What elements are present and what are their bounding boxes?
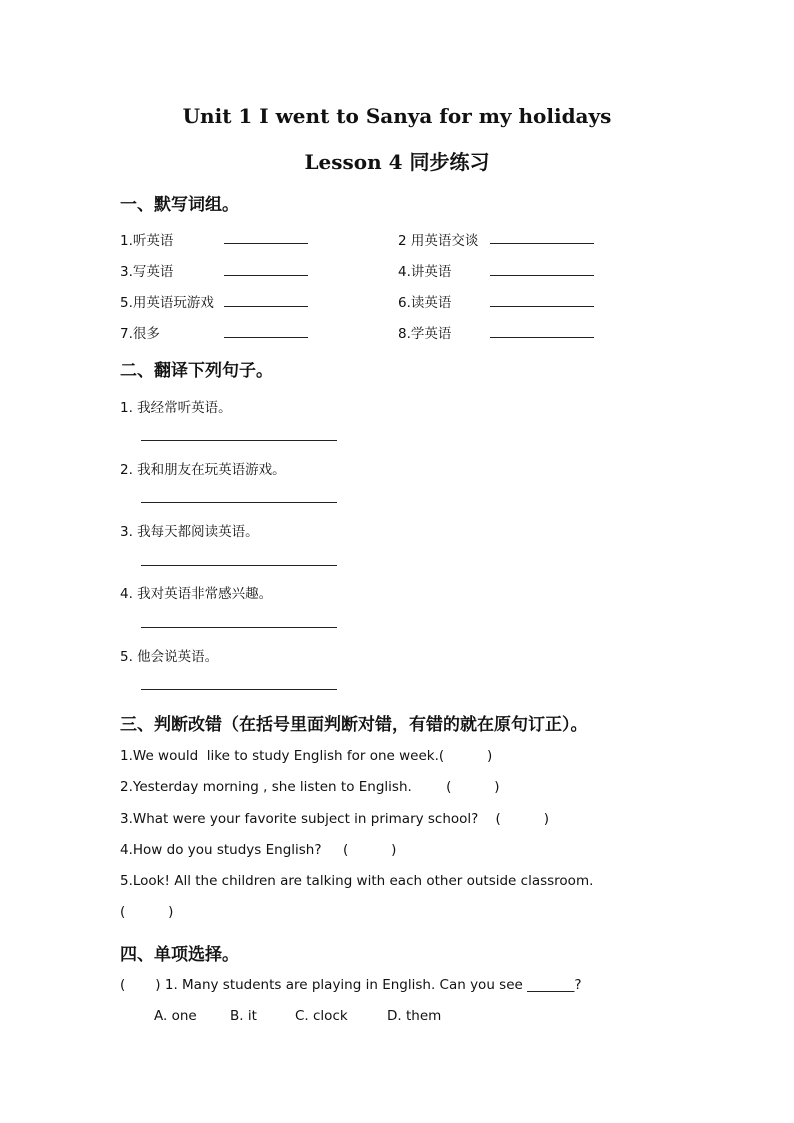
answer-blank-2[interactable] bbox=[490, 243, 594, 244]
option-c[interactable]: C. clock bbox=[295, 1008, 348, 1024]
choice-question-1: ( ) 1. Many students are playing in English. Can you see _______? bbox=[120, 977, 582, 993]
page-title: Unit 1 I went to Sanya for my holidays bbox=[182, 104, 612, 128]
judge-item-3: 3.What were your favorite subject in primary school? ( ) bbox=[120, 811, 549, 827]
answer-blank-3[interactable] bbox=[224, 275, 308, 276]
phrase-item-5: 5.用英语玩游戏 bbox=[120, 295, 214, 311]
translation-line-5[interactable] bbox=[141, 689, 337, 690]
judge-item-1: 1.We would like to study English for one week.( ) bbox=[120, 748, 493, 764]
phrase-item-6: 6.读英语 bbox=[398, 295, 452, 311]
option-d[interactable]: D. them bbox=[387, 1008, 442, 1024]
translate-sentence-5: 5. 他会说英语。 bbox=[120, 649, 219, 665]
answer-blank-8[interactable] bbox=[490, 337, 594, 338]
phrase-item-8: 8.学英语 bbox=[398, 326, 452, 342]
translation-line-2[interactable] bbox=[141, 502, 337, 503]
answer-blank-5[interactable] bbox=[224, 306, 308, 307]
section2-heading: 二、翻译下列句子。 bbox=[120, 361, 273, 381]
translate-sentence-1: 1. 我经常听英语。 bbox=[120, 400, 232, 416]
translate-sentence-4: 4. 我对英语非常感兴趣。 bbox=[120, 586, 273, 602]
phrase-item-7: 7.很多 bbox=[120, 326, 160, 342]
phrase-item-1: 1.听英语 bbox=[120, 233, 174, 249]
translation-line-4[interactable] bbox=[141, 627, 337, 628]
answer-blank-7[interactable] bbox=[224, 337, 308, 338]
section1-heading: 一、默写词组。 bbox=[120, 195, 239, 215]
translate-sentence-3: 3. 我每天都阅读英语。 bbox=[120, 524, 259, 540]
answer-blank-6[interactable] bbox=[490, 306, 594, 307]
phrase-item-3: 3.写英语 bbox=[120, 264, 174, 280]
phrase-item-4: 4.讲英语 bbox=[398, 264, 452, 280]
translation-line-1[interactable] bbox=[141, 440, 337, 441]
judge-item-2: 2.Yesterday morning , she listen to English. ( ) bbox=[120, 779, 500, 795]
answer-blank-1[interactable] bbox=[224, 243, 308, 244]
page-subtitle: Lesson 4 同步练习 bbox=[304, 150, 490, 174]
judge-item-5: 5.Look! All the children are talking with each other outside classroom. bbox=[120, 873, 594, 889]
judge-item-5-bracket: ( ) bbox=[120, 904, 174, 920]
section4-heading: 四、单项选择。 bbox=[120, 945, 239, 965]
section3-heading: 三、判断改错（在括号里面判断对错，有错的就在原句订正）。 bbox=[120, 715, 588, 735]
option-a[interactable]: A. one bbox=[154, 1008, 197, 1024]
option-b[interactable]: B. it bbox=[230, 1008, 257, 1024]
phrase-item-2: 2 用英语交谈 bbox=[398, 233, 479, 249]
judge-item-4: 4.How do you studys English? ( ) bbox=[120, 842, 397, 858]
translate-sentence-2: 2. 我和朋友在玩英语游戏。 bbox=[120, 462, 286, 478]
translation-line-3[interactable] bbox=[141, 565, 337, 566]
answer-blank-4[interactable] bbox=[490, 275, 594, 276]
